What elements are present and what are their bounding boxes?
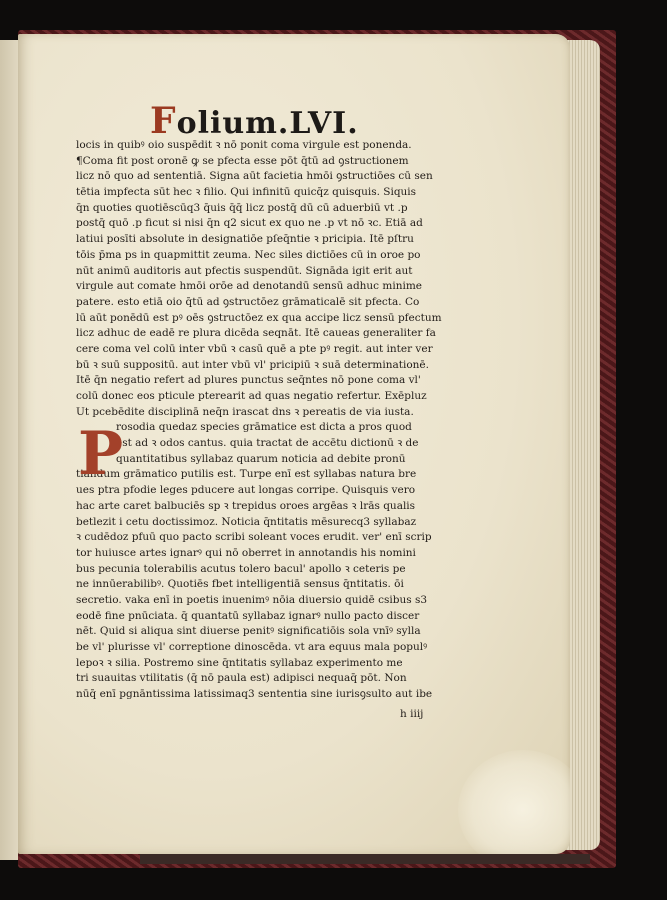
text-line: licz nō quo ad sententiā. Signa aūt facietia hmōi ꝯstructiōes cū sen (76, 170, 433, 183)
text-line: virgule aut comate hmōi orōe ad denotandū sensū adhuc minime (76, 280, 423, 293)
text-line: patere. esto etiā oio q̄tū ad ꝯstructōez grāmaticalē sit pfecta. Co (76, 295, 420, 308)
text-line: ne innūerabilibꝰ. Quotiēs fbet intelligentiā sensus q̄ntitatis. ōi (76, 578, 404, 591)
text-line: tiandum grāmatico putilis est. Turpe enī est syllabas natura bre (76, 468, 417, 481)
text-line: rosodia quedaz species grāmatice est dicta a pros quod (116, 421, 412, 434)
text-line: bū ꝛ suū suppositū. aut inter vbū vl' pricipiū ꝛ suā determinationē. (76, 358, 429, 371)
folio-heading (150, 100, 359, 140)
text-line: lū aūt ponēdū est pꝰ oēs ꝯstructōez ex qua accipe licz sensū pfectum (76, 311, 442, 324)
text-line: colū donec eos pticule pterearit ad quas negatio refertur. Exēpluz (76, 390, 427, 402)
text-line: nūq̄ enī pgnāntissima latissimaq3 sententia sine iurisꝯsulto aut ibe (76, 688, 433, 701)
text-line: bus pecunia tolerabilis acutus tolero bacul' apollo ꝛ ceteris pe (76, 562, 406, 575)
heading-word: olium. (176, 106, 290, 141)
folio-number: LVI. (289, 106, 359, 141)
heading-initial: F (150, 100, 177, 142)
text-line: secretio. vaka enī in poetis inuenimꝰ nōia diuersio quidē csibus s3 (76, 593, 428, 606)
text-line: tor huiusce artes ignarꝰ qui nō oberret in annotandis his nomini (76, 546, 416, 559)
text-line: Ut pcebēdite disciplinā neq̄n irascat dns ꝛ pereatis de via iusta. (76, 405, 414, 418)
signature-mark: h iiij (400, 708, 424, 720)
paper-stain (458, 750, 570, 854)
text-line: licz adhuc de eadē re plura dicēda seqnāt. Itē caueas generaliter fa (76, 327, 436, 340)
text-line: eodē fine pnūciata. q̄ quantatū syllabaz ignarꝰ nullo pacto discer (76, 609, 420, 622)
text-line: postq̄ quō .p ficut si nisi q̄n q2 sicut ex quo ne .p vt nō ꝛc. Etiā ad (76, 217, 423, 230)
text-line: nūt animū auditoris aut pfectis suspendūt. Signāda igit erit aut (76, 264, 413, 277)
main-text-block (76, 138, 442, 703)
text-line: be vl' plurisse vl' correptione dinoscēda. vt ara equus mala populꝰ (76, 641, 428, 653)
text-line: tētia impfecta sūt hec ꝛ filio. Qui infinitū quicq̄z quisquis. Siquis (76, 186, 417, 199)
text-line: nēt. Quid si aliqua sint diuerse penitꝰ significatiōis sola vnīꝰ sylla (76, 625, 421, 638)
text-line: quantitatibus syllabaz quarum noticia ad debite pronū (116, 452, 406, 465)
text-line: tōis p̄ma ps in quapmittit zeuma. Nec siles dictiōes cū in oroe po (76, 248, 421, 261)
text-line: Itē q̄n negatio refert ad plures punctus seq̄ntes nō pone coma vl' (76, 374, 421, 387)
text-line: est ad ꝛ odos cantus. quia tractat de accētu dictionū ꝛ de (116, 437, 419, 450)
text-line: locis in quibꝰ oio suspēdit ꝛ nō ponit coma virgule est ponenda. (76, 139, 412, 151)
text-line: lepoꝛ ꝛ silia. Postremo sine q̄ntitatis syllabaz experimento me (76, 656, 403, 669)
text-line: ues ptra pfodie leges pducere aut longas corripe. Quisquis vero (76, 484, 416, 497)
text-line: hac arte caret balbuciēs sp ꝛ trepidus oroes argēas ꝛ lrās qualis (76, 499, 416, 512)
text-line: betlezit i cetu doctissimoz. Noticia q̄ntitatis mēsurecq3 syllabaz (76, 515, 417, 528)
text-line: latiui posīti absolute in designatiōe pſeq̄ntie ꝛ pricipia. Itē pſtru (76, 233, 414, 246)
text-line: tri suauitas vtilitatis (q̄ nō paula est) adipisci nequaq̄ pōt. Non (76, 672, 407, 685)
cover-bottom-edge (140, 854, 590, 864)
decorated-initial-p: P (78, 419, 124, 489)
text-line: cere coma vel colū inter vbū ꝛ casū quē a pte pꝰ regit. aut inter ver (76, 342, 433, 355)
text-line: ¶Coma fit post oronē ꝙ se pfecta esse pōt q̄tū ad ꝯstructionem (76, 154, 409, 167)
text-line: q̄n quoties quotiēscūq3 q̄uis q̄q̄ licz postq̄ dū cū aduerbiū vt .p (76, 201, 408, 214)
text-line: ꝛ cudēdoz pfuū quo pacto scribi soleant voces erudit. ver' enī scrip (76, 531, 432, 544)
